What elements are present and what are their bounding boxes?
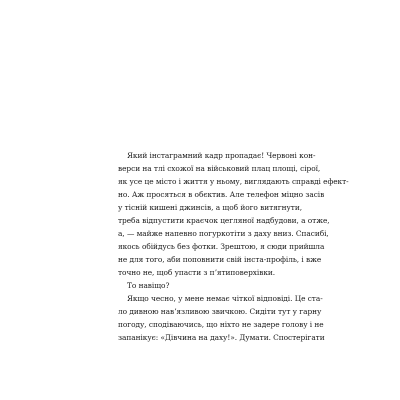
- body-text: [118, 149, 349, 344]
- text-line: Який інстаграмний кадр пропадає! Червоні кон-: [127, 151, 316, 160]
- text-line: а, — майже напевно погуркотіти з даху вниз. Спасибі,: [118, 229, 329, 238]
- text-line: То навіщо?: [127, 281, 170, 290]
- text-line: треба відпустити краєчок цегляної надбудови, а отже,: [118, 216, 330, 225]
- text-line: точно не, щоб упасти з пʼятиповерхівки.: [118, 268, 276, 277]
- text-line: но. Аж просяться в обєктив. Але телефон міцно засів: [118, 190, 325, 199]
- text-line: верси на тлі схожої на військовий плац площі, сірої,: [118, 164, 321, 173]
- text-line: ло дивною навʼязливою звичкою. Сидіти тут у гарну: [118, 307, 322, 316]
- text-line: як усе це місто і життя у ньому, виглядають справді ефект-: [118, 177, 349, 186]
- text-line: погоду, сподіваючись, що ніхто не задере голову і не: [118, 320, 324, 329]
- text-line: якось обійдусь без фотки. Зрештою, я сюди прийшла: [118, 242, 325, 251]
- text-line: у тісній кишені джинсів, а щоб його витягнути,: [118, 203, 302, 212]
- text-line: Якщо чесно, у мене немає чіткої відповіді. Це ста-: [127, 294, 323, 303]
- text-line: запанікує: «Дівчина на даху!». Думати. Спостерігати: [118, 333, 325, 342]
- text-line: не для того, аби поповнити свій інста-профіль, і вже: [118, 255, 322, 264]
